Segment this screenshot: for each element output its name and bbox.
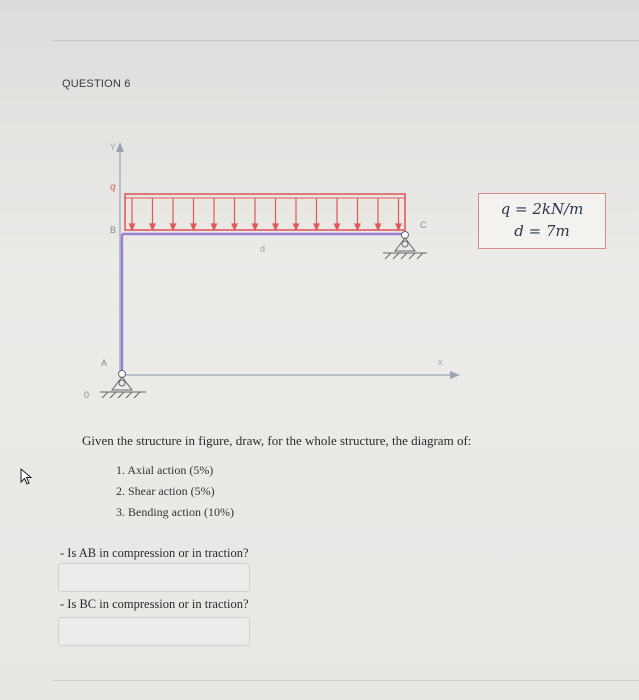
load-arrowhead-icon (396, 224, 401, 230)
bottom-divider (52, 680, 639, 681)
node-b-label: B (110, 225, 117, 235)
list-item: 3. Bending action (10%) (116, 505, 234, 519)
load-arrowhead-icon (232, 224, 237, 230)
list-item: 2. Shear action (5%) (116, 484, 215, 498)
question-title: QUESTION 6 (62, 78, 131, 90)
load-arrowhead-icon (335, 224, 340, 230)
x-axis-arrow-icon (450, 371, 460, 379)
load-q-label: q (110, 182, 116, 193)
span-d-label: d (260, 244, 266, 254)
y-axis-label: Y (110, 142, 117, 152)
answer-bc-input[interactable] (58, 617, 250, 646)
support-c-pin-icon (383, 232, 427, 260)
load-arrowhead-icon (253, 224, 258, 230)
diagram-list (116, 463, 234, 526)
load-arrowhead-icon (171, 224, 176, 230)
mouse-cursor-icon (20, 468, 34, 486)
span-d-value: d = 7m (514, 222, 570, 240)
structure-figure (70, 130, 470, 415)
question-ab-label: - Is AB in compression or in traction? (60, 546, 249, 560)
question-prompt: Given the structure in figure, draw, for the whole structure, the diagram of: (82, 433, 472, 448)
node-c-label: C (420, 220, 427, 230)
load-arrowhead-icon (314, 224, 319, 230)
load-parameters-box (478, 193, 606, 249)
load-arrowhead-icon (294, 224, 299, 230)
load-arrowhead-icon (376, 224, 381, 230)
load-arrowhead-icon (355, 224, 360, 230)
load-q-value: q = 2kN/m (500, 200, 584, 218)
load-arrowhead-icon (212, 224, 217, 230)
node-a-label: A (101, 358, 108, 368)
y-axis-arrow-icon (116, 142, 124, 152)
load-arrowhead-icon (130, 224, 135, 230)
top-divider (52, 40, 639, 41)
load-arrowhead-icon (273, 224, 278, 230)
question-bc-label: - Is BC in compression or in traction? (60, 597, 249, 611)
load-arrowhead-icon (150, 224, 155, 230)
distributed-load (125, 194, 405, 230)
origin-label: 0 (84, 390, 90, 400)
x-axis-label: x (438, 357, 443, 367)
list-item: 1. Axial action (5%) (116, 463, 214, 477)
load-arrowhead-icon (191, 224, 196, 230)
answer-ab-input[interactable] (58, 563, 250, 592)
